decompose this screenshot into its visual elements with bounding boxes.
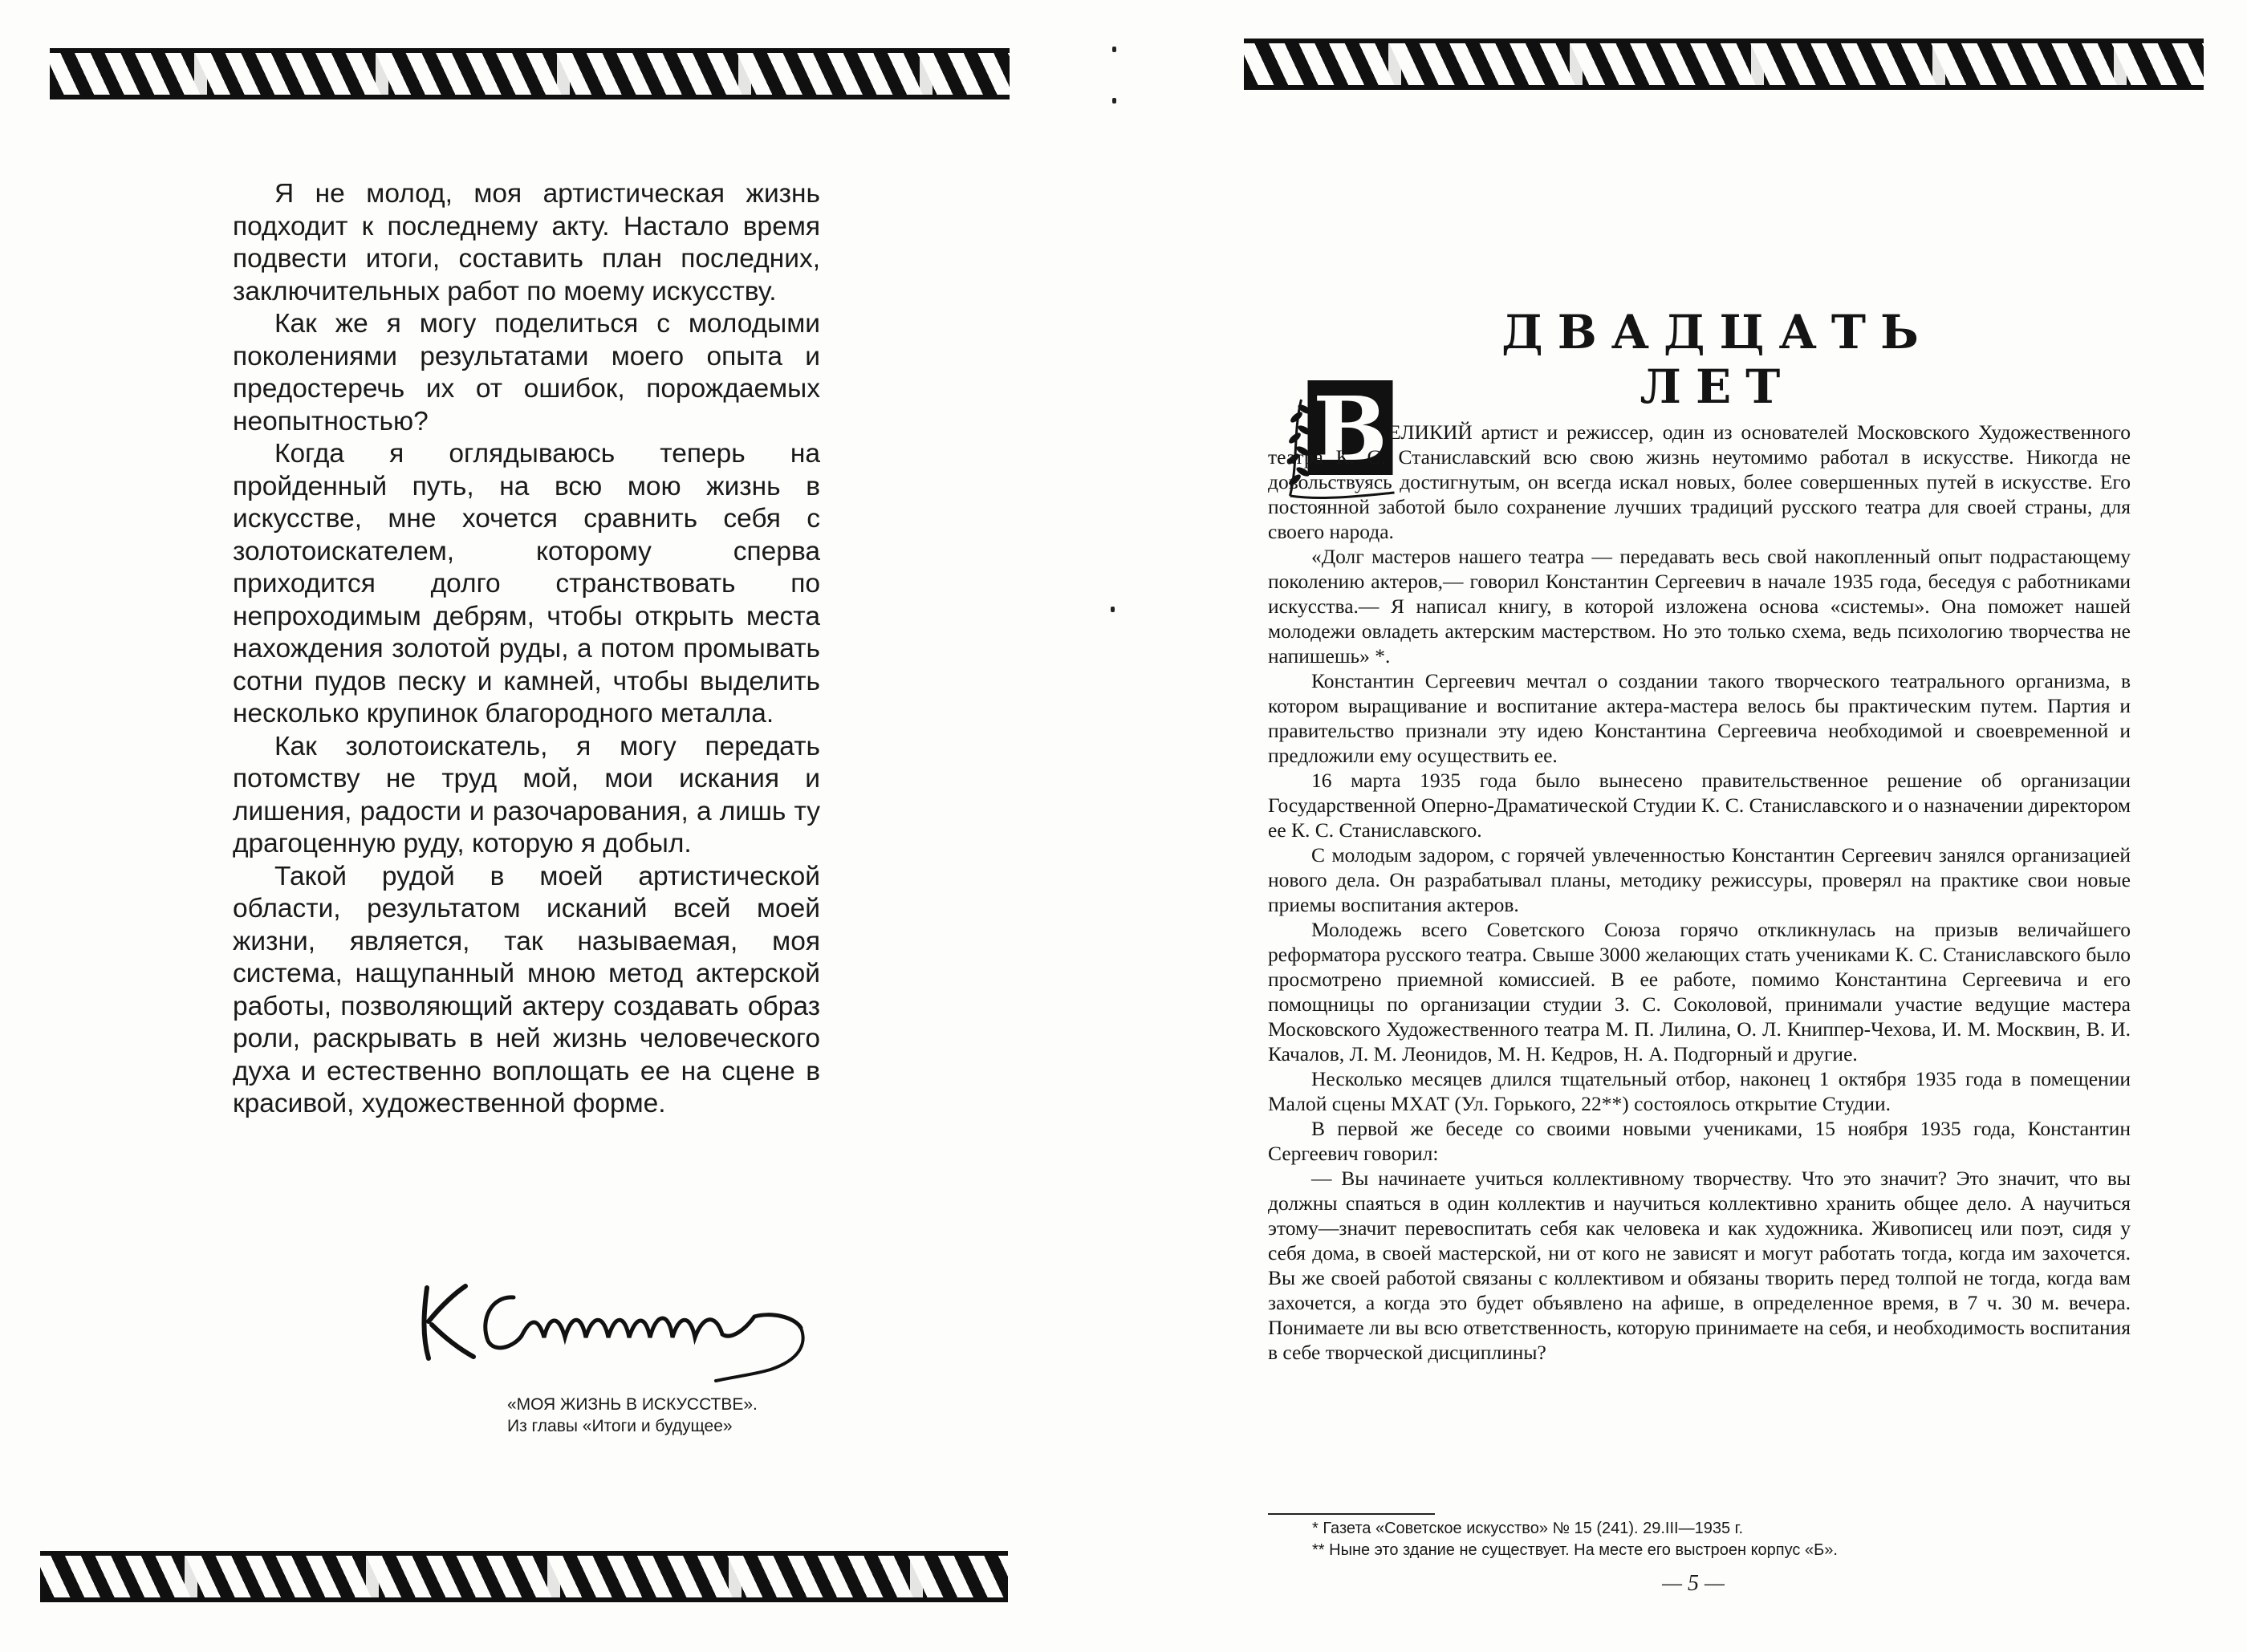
- right-page: [1148, 0, 2247, 1652]
- article-paragraph-1: [1268, 420, 2131, 544]
- spine-mark: [1111, 607, 1115, 612]
- ornament-band-bottom-left: [40, 1551, 1008, 1602]
- article-paragraph-4: 16 марта 1935 года было вынесено правительственное решение об организации Государственной Оперно-Драматической Студии К. С. Станиславского и о назначении директором ее К. С. Станиславского.: [1268, 769, 2131, 842]
- signature-image: [417, 1264, 819, 1384]
- article-paragraph-2: «Долг мастеров нашего театра — передавать весь свой накопленный опыт подрастающему поколению актеров,— говорил Константин Сергеевич в начале 1935 года, беседуя с работниками искусства.— Я написал книгу, в которой изложена основа «системы». Она поможет нашей молодежи овладеть актерским мастерством. Но это только схема, ведь психологию творчества не напишешь» *.: [1268, 545, 2131, 668]
- spine-mark: [1112, 98, 1116, 104]
- ornament-band-top-right: [1244, 39, 2204, 90]
- article-body: [1268, 420, 2131, 1365]
- article-paragraph-6: Молодежь всего Советского Союза горячо откликнулась на призыв величайшего реформатора русского театра. Свыше 3000 желающих стать учениками К. С. Станиславского было просмотрено приемной комиссией. В ее работе, помимо Константина Сергеевича и его помощницы по организации студии З. С. Соколовой, принимали участие ведущие мастера Московского Художественного театра М. П. Лилина, О. Л. Книппер-Чехова, И. М. Москвин, В. И. Качалов, Л. М. Леонидов, М. Н. Кедров, Н. А. Подгорный и другие.: [1268, 918, 2131, 1065]
- article-paragraph-7: Несколько месяцев длился тщательный отбор, наконец 1 октября 1935 года в помещении Малой сцены МХАТ (Ул. Горького, 22**) состоялось открытие Студии.: [1268, 1067, 2131, 1115]
- article-paragraph-8: В первой же беседе со своими новыми учениками, 15 ноября 1935 года, Константин Сергеевич говорил:: [1268, 1117, 2131, 1165]
- source-chapter: Из главы «Итоги и будущее»: [507, 1417, 733, 1435]
- article-paragraph-1-text: ЕЛИКИЙ артист и режиссер, один из основателей Московского Художественного театра К. С. Станиславский всю свою жизнь неутомимо работал в искусстве. Никогда не довольствуясь достигнутым, он всегда искал новых, более совершенных путей в искусстве. Его постоянной заботой было сохранение лучших традиций русского театра для своей страны, для своего народа.: [1268, 420, 2131, 543]
- article-paragraph-9: — Вы начинаете учиться коллективному творчеству. Что это значит? Это значит, что вы должны спаяться в один коллектив и научиться коллективно хранить общее дело. А научиться этому—значит перевоспитать себя как человека и как художника. Живописец или поэт, сидя у себя дома, в своей мастерской, ни от кого не зависят и могут работать тогда, когда им захочется. Вы же своей работой связаны с коллективом и обязаны творить перед толпой не тогда, когда вам захочется, а когда это будет объявлено на афише, в определенное время, в 7 ч. 30 м. вечера. Понимаете ли вы всю ответственность, которую принимаете на себя, и необходимость воспитания в себе творческой дисциплины?: [1268, 1167, 2131, 1364]
- footnotes: [1312, 1518, 2131, 1561]
- article-paragraph-5: С молодым задором, с горячей увлеченностью Константин Сергеевич занялся организацией нового дела. Он разрабатывал планы, методику режиссуры, проверял на практике свои новые приемы воспитания актеров.: [1268, 843, 2131, 916]
- source-citation: [507, 1394, 812, 1437]
- page-number: — 5 —: [1662, 1571, 1725, 1596]
- epigraph-paragraph-5: Такой рудой в моей артистической области, результатом исканий всей моей жизни, является, так называемая, моя система, нащупанный мною метод актерской работы, позволяющий актеру создавать образ роли, раскрывать в ней жизнь человеческого духа и естественно воплощать ее на сцене в красивой, художественной форме.: [233, 861, 820, 1118]
- epigraph-paragraph-3: Когда я оглядываюсь теперь на пройденный путь, на всю мою жизнь в искусстве, мне хочется сравнить себя с золотоискателем, которому сперва приходится долго странствовать по непроходимым дебрям, чтобы открыть места нахождения золотой руды, а потом промывать сотни пудов песку и камней, чтобы выделить несколько крупинок благородного металла.: [233, 439, 820, 729]
- drop-cap-letter: В: [1313, 377, 1388, 481]
- footnote-2: ** Ныне это здание не существует. На месте его выстроен корпус «Б».: [1312, 1541, 1838, 1559]
- epigraph-text: [233, 178, 820, 1121]
- epigraph-paragraph-2: Как же я могу поделиться с молодыми поколениями результатами моего опыта и предостеречь их от ошибок, порождаемых неопытностью?: [233, 309, 820, 436]
- epigraph-paragraph-1: Я не молод, моя артистическая жизнь подходит к последнему акту. Настало время подвести итоги, составить план последних, заключительных работ по моему искусству.: [233, 179, 820, 306]
- epigraph-paragraph-4: Как золотоискатель, я могу передать потомству не труд мой, мои искания и лишения, радости и разочарования, а лишь ту драгоценную руду, которую я добыл.: [233, 731, 820, 858]
- footnote-rule: [1268, 1513, 1435, 1515]
- article-title: ДВАДЦАТЬ ЛЕТ: [1501, 305, 1933, 414]
- source-title: «МОЯ ЖИЗНЬ В ИСКУССТВЕ».: [507, 1395, 758, 1414]
- ornament-band-top-left: [50, 48, 1010, 99]
- left-page: [0, 0, 1107, 1652]
- article-paragraph-3: Константин Сергеевич мечтал о создании такого творческого театрального организма, в котором выращивание и воспитание актера-мастера велось бы практическим путем. Партия и правительство признали эту идею Константина Сергеевича необходимой и своевременной и предложили ему осуществить ее.: [1268, 669, 2131, 767]
- spine-mark: [1112, 47, 1116, 52]
- footnote-1: * Газета «Советское искусство» № 15 (241). 29.III—1935 г.: [1312, 1520, 1744, 1537]
